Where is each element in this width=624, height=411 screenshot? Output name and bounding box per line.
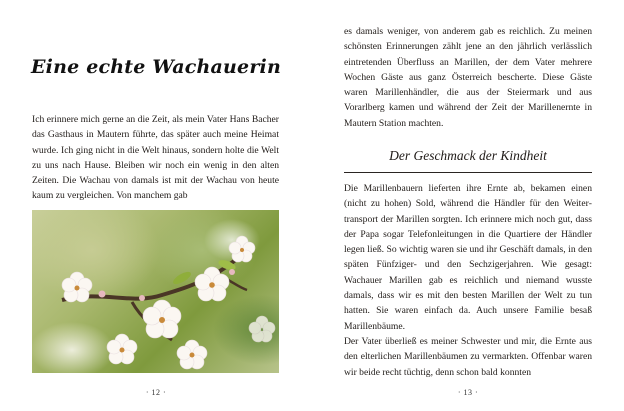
apricot-blossom-photo: [32, 210, 279, 373]
page-number-right: · 13 ·: [457, 388, 479, 397]
page-number-left: · 12 ·: [145, 388, 167, 397]
section-divider: [344, 172, 592, 173]
blossom-branch-icon: [32, 210, 279, 373]
left-paragraph: Ich erinnere mich gerne an die Zeit, als mein Vater Hans Bacher das Gasthaus in Mautern führte, das später auch meine Heimat wurde. Ich ging nicht in die Welt hinaus, sondern holte die Welt zu uns nach Hause. Bleiben wir noch ein wenig in den alten Zeiten. Die Wachau von damals ist mit der Wachau von heute kaum zu vergleichen. Von manchem gab: [32, 114, 279, 202]
right-paragraph-2: Die Marillenbauern lieferten ihre Ernte ab, bekamen einen (nicht zu hohen) Sold, während die Händler für den Weitertransport der Marillen sorgten. Ich erinnere mich noch gut, dass der Papa sogar Telefonleitungen in die Quartiere der Händler legen ließ. So wichtig waren sie und ihr Geschäft damals, in den späten Fünfziger- und den Sechzigerjahren. Wie gesagt: Wachauer Marillen gab es reichlich und niemand wusste damals, dass wir es mit den besten Marillen der Welt zu tun hatten. Sie waren einfach da. Auch unsere Familie besaß Marillenbäume.: [344, 183, 592, 332]
section-heading: Der Geschmack der Kindheit: [389, 148, 547, 163]
chapter-title: Eine echte Wachauerin: [30, 56, 281, 78]
right-page: [312, 0, 624, 411]
right-paragraph-3: Der Vater überließ es meiner Schwester und mir, die Ernte aus den elterlichen Marillenbäumen zu vermarkten. Offenbar waren wir beide recht tüchtig, denn schon bald konnten: [344, 336, 592, 378]
right-paragraph-1: es damals weniger, von anderem gab es reichlich. Zu meinen schönsten Erinnerungen zählt jene an den jährlich verlässlich eintretenden Überfluss an Marillen, der dem Vater mehrere Wochen Gäste aus ganz Österreich bescherte. Diese Gäste waren Marillenhändler, die aus der Steiermark und aus Vorarlberg kamen und während der Zeit der Marillenernte in Mautern Station machten.: [344, 26, 592, 129]
